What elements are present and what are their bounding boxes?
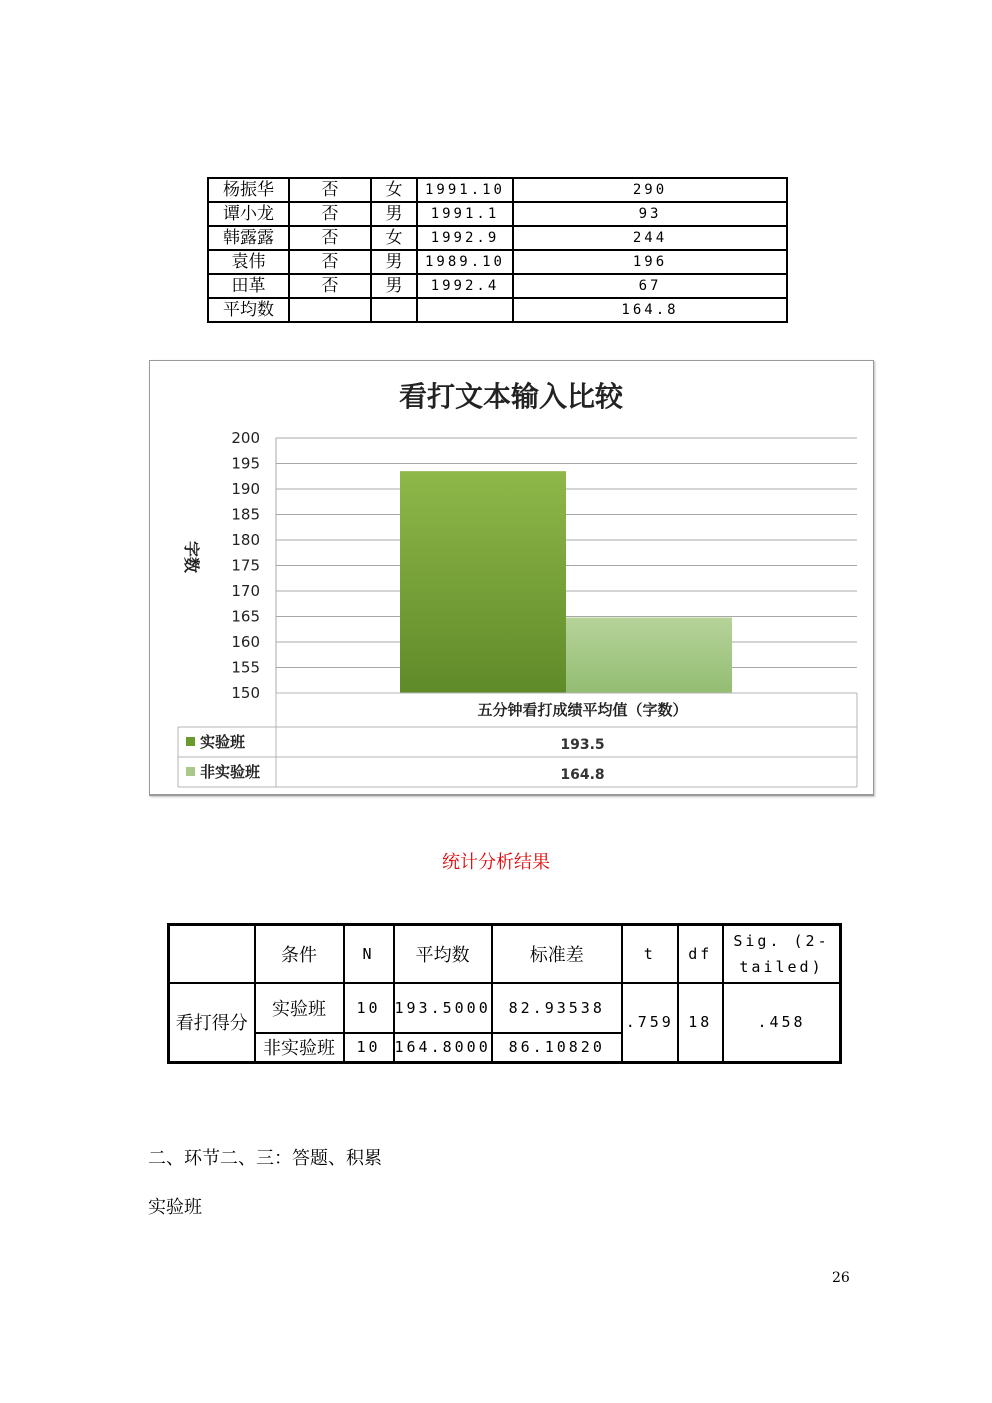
stats-mean-1: 193.5000 bbox=[394, 983, 492, 1033]
stats-condition-1: 实验班 bbox=[255, 983, 344, 1033]
student-birth-cell: 1991.10 bbox=[417, 178, 513, 202]
section-heading: 二、环节二、三：答题、积累 bbox=[148, 1148, 382, 1169]
stats-mean-2: 164.8000 bbox=[394, 1033, 492, 1063]
student-row bbox=[208, 202, 787, 226]
section-subheading: 实验班 bbox=[148, 1197, 202, 1218]
legend-swatch-1 bbox=[186, 767, 195, 776]
chart-canvas bbox=[150, 361, 873, 794]
student-table-body bbox=[208, 178, 787, 322]
legend-swatch-0 bbox=[186, 737, 195, 746]
stats-n-1: 10 bbox=[344, 983, 394, 1033]
page-number: 26 bbox=[832, 1270, 850, 1286]
stats-sig: .458 bbox=[723, 983, 841, 1063]
student-average-value: 164.8 bbox=[513, 298, 787, 322]
student-flag-cell: 否 bbox=[289, 226, 371, 250]
stats-condition-2: 非实验班 bbox=[255, 1033, 344, 1063]
student-empty-cell bbox=[371, 298, 417, 322]
legend-label-1: 非实验班 bbox=[200, 763, 261, 781]
stats-header-condition: 条件 bbox=[255, 925, 344, 983]
chart-title: 看打文本输入比较 bbox=[398, 380, 624, 413]
stats-header-sig-line1: Sig. (2- bbox=[733, 931, 830, 950]
bar-control bbox=[566, 618, 732, 693]
stats-n-2: 10 bbox=[344, 1033, 394, 1063]
y-tick-label: 165 bbox=[231, 607, 260, 626]
stats-df: 18 bbox=[678, 983, 723, 1063]
stats-header-t: t bbox=[622, 925, 678, 983]
student-birth-cell: 1991.1 bbox=[417, 202, 513, 226]
y-tick-label: 180 bbox=[231, 531, 260, 549]
x-category-label: 五分钟看打成绩平均值（字数） bbox=[477, 701, 688, 719]
y-tick-label: 150 bbox=[231, 684, 260, 702]
student-row bbox=[208, 250, 787, 274]
y-tick-label: 200 bbox=[231, 429, 260, 447]
stats-header-empty bbox=[169, 925, 255, 983]
y-tick-label: 155 bbox=[231, 658, 260, 677]
stats-header-sig-line2: tailed) bbox=[739, 957, 824, 976]
student-birth-cell: 1992.4 bbox=[417, 274, 513, 298]
student-empty-cell bbox=[289, 298, 371, 322]
stats-header-mean: 平均数 bbox=[394, 925, 492, 983]
student-score-cell: 196 bbox=[513, 250, 787, 274]
stats-sd-2: 86.10820 bbox=[492, 1033, 622, 1063]
stats-header-row bbox=[169, 925, 841, 983]
student-row bbox=[208, 226, 787, 250]
y-tick-label: 160 bbox=[231, 633, 260, 651]
stats-header-sig bbox=[723, 925, 841, 983]
stats-row-1 bbox=[169, 983, 841, 1033]
student-name-cell: 韩露露 bbox=[208, 226, 289, 250]
y-tick-label: 170 bbox=[231, 582, 260, 600]
student-score-table bbox=[207, 177, 788, 323]
student-name-cell: 袁伟 bbox=[208, 250, 289, 274]
stats-table bbox=[167, 923, 842, 1064]
bar-chart bbox=[149, 360, 874, 796]
student-score-cell: 290 bbox=[513, 178, 787, 202]
y-axis-label: 字数 bbox=[182, 540, 201, 574]
student-empty-cell bbox=[417, 298, 513, 322]
data-label-1: 164.8 bbox=[560, 767, 605, 783]
student-flag-cell: 否 bbox=[289, 178, 371, 202]
student-score-cell: 244 bbox=[513, 226, 787, 250]
stats-header-df: df bbox=[678, 925, 723, 983]
y-tick-label: 175 bbox=[231, 556, 260, 575]
stats-t: .759 bbox=[622, 983, 678, 1063]
stats-sd-1: 82.93538 bbox=[492, 983, 622, 1033]
student-gender-cell: 女 bbox=[371, 226, 417, 250]
student-gender-cell: 男 bbox=[371, 250, 417, 274]
student-average-row bbox=[208, 298, 787, 322]
student-score-cell: 93 bbox=[513, 202, 787, 226]
student-flag-cell: 否 bbox=[289, 250, 371, 274]
y-tick-label: 185 bbox=[231, 505, 260, 524]
legend-label-0: 实验班 bbox=[200, 733, 246, 751]
stats-row-group: 看打得分 bbox=[169, 983, 255, 1063]
student-name-cell: 谭小龙 bbox=[208, 202, 289, 226]
student-birth-cell: 1992.9 bbox=[417, 226, 513, 250]
student-gender-cell: 男 bbox=[371, 202, 417, 226]
y-tick-label: 195 bbox=[231, 454, 260, 473]
caption: 统计分析结果 bbox=[442, 852, 550, 873]
student-average-label: 平均数 bbox=[208, 298, 289, 322]
student-row bbox=[208, 274, 787, 298]
bar-experimental bbox=[400, 471, 566, 693]
student-birth-cell: 1989.10 bbox=[417, 250, 513, 274]
student-gender-cell: 女 bbox=[371, 178, 417, 202]
student-name-cell: 杨振华 bbox=[208, 178, 289, 202]
y-tick-label: 190 bbox=[231, 480, 260, 498]
stats-header-sd: 标准差 bbox=[492, 925, 622, 983]
student-gender-cell: 男 bbox=[371, 274, 417, 298]
student-flag-cell: 否 bbox=[289, 274, 371, 298]
student-flag-cell: 否 bbox=[289, 202, 371, 226]
student-name-cell: 田革 bbox=[208, 274, 289, 298]
student-row bbox=[208, 178, 787, 202]
data-label-0: 193.5 bbox=[560, 737, 605, 753]
student-score-cell: 67 bbox=[513, 274, 787, 298]
stats-header-n: N bbox=[344, 925, 394, 983]
